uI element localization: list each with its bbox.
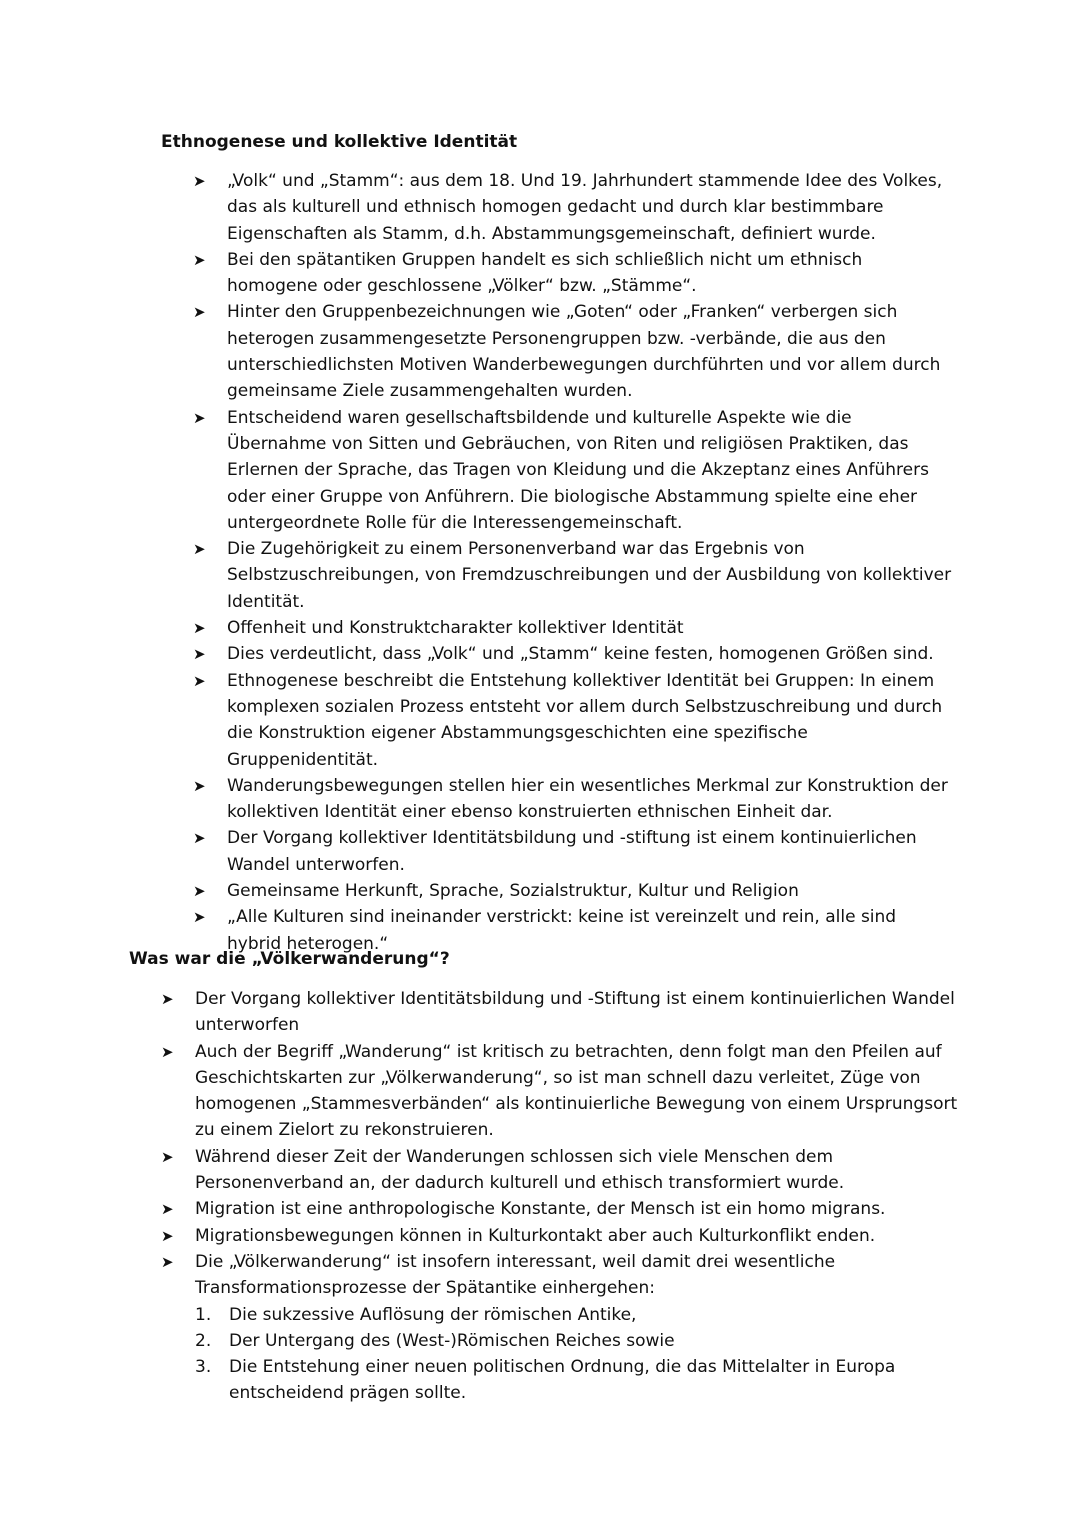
numbered-item [195,1302,961,1328]
list-item-text: Gemeinsame Herkunft, Sprache, Sozialstruktur, Kultur und Religion [227,881,799,902]
list-item-text: Der Vorgang kollektiver Identitätsbildung und -stiftung ist einem kontinuierlichen Wandel unterworfen. [227,828,917,875]
arrow-bullet-icon: ➤ [193,250,206,269]
arrow-bullet-icon: ➤ [193,882,206,901]
list-item-text: Migrationsbewegungen können in Kulturkontakt aber auch Kulturkonflikt enden. [195,1225,876,1246]
list-item-text: Entscheidend waren gesellschaftsbildende und kulturelle Aspekte wie die Übernahme von Sitten und Gebräuchen, von Riten und religiösen Praktiken, das Erlernen der Sprache, das Tragen von Kleidung und die Akzeptanz eines Anführers oder einer Gruppe von Anführern. Die biologische Abstammung spielte eine eher untergeordnete Rolle für die Interessengemeinschaft. [227,407,929,533]
list-item-text: Auch der Begriff „Wanderung“ ist kritisch zu betrachten, denn folgt man den Pfeilen auf Geschichtskarten zur „Völkerwanderung“, so ist man schnell dazu verleitet, Züge von homogenen „Stammesverbänden“ als kontinuierliche Bewegung von einem Ursprungsort zu einem Zielort zu rekonstruieren. [195,1041,958,1141]
list-item [193,825,953,878]
arrow-bullet-icon: ➤ [193,671,206,690]
numbered-item-text: Die Entstehung einer neuen politischen Ordnung, die das Mittelalter in Europa entscheidend prägen sollte. [229,1357,896,1404]
arrow-bullet-icon: ➤ [161,990,174,1008]
list-item [193,299,953,404]
list-item [161,1223,961,1249]
list-item-text: Dies verdeutlicht, dass „Volk“ und „Stamm“ keine festen, homogenen Größen sind. [227,644,934,665]
list-item-text: Bei den spätantiken Gruppen handelt es sich schließlich nicht um ethnisch homogene oder geschlossene „Völker“ bzw. „Stämme“. [227,249,863,297]
list-item-text: Migration ist eine anthropologische Konstante, der Mensch ist ein homo migrans. [195,1199,886,1220]
list-item [161,1249,961,1407]
list-item [161,986,961,1039]
arrow-bullet-icon: ➤ [193,303,206,322]
numbered-item-text: Der Untergang des (West-)Römischen Reiches sowie [229,1330,675,1351]
arrow-bullet-icon: ➤ [193,829,206,848]
arrow-bullet-icon: ➤ [193,908,206,927]
list-item-text: „Volk“ und „Stamm“: aus dem 18. Und 19. Jahrhundert stammende Idee des Volkes, das als kulturell und ethnisch homogen gedacht und durch klar bestimmbare Eigenschaften als Stamm, d.h. Abstammungsgemeinschaft, definiert wurde. [227,171,943,244]
list-item [161,1144,961,1197]
list-item [161,1196,961,1222]
list-item [161,1039,961,1144]
numbered-item-text: Die sukzessive Auflösung der römischen Antike, [229,1304,637,1325]
transformation-numbered-list [195,1302,961,1407]
arrow-bullet-icon: ➤ [161,1200,174,1219]
list-item [193,641,953,667]
item-number: 2. [195,1330,212,1351]
list-item [193,773,953,826]
arrow-bullet-icon: ➤ [161,1252,174,1271]
section-heading-voelkerwanderung: Was war die „Völkerwanderung“? [129,949,450,969]
arrow-bullet-icon: ➤ [161,1042,174,1061]
item-number: 1. [195,1304,212,1325]
list-item [193,405,953,536]
section-heading-ethnogenese: Ethnogenese und kollektive Identität [161,132,518,152]
numbered-item [195,1354,961,1407]
list-item-text: Ethnogenese beschreibt die Entstehung kollektiver Identität bei Gruppen: In einem komplexen sozialen Prozess entsteht vor allem durch Selbstzuschreibung und durch die Konstruktion eigener Abstammungsgeschichten eine spezifische Gruppenidentität. [227,670,943,770]
item-number: 3. [195,1357,212,1378]
list-item-text: Während dieser Zeit der Wanderungen schlossen sich viele Menschen dem Personenverband an, der dadurch kulturell und ethisch transformiert wurde. [195,1146,845,1194]
arrow-bullet-icon: ➤ [193,776,206,795]
list-item-text: Die Zugehörigkeit zu einem Personenverband war das Ergebnis von Selbstzuschreibungen, von Fremdzuschreibungen und der Ausbildung von kollektiver Identität. [227,539,952,612]
list-item [193,168,953,247]
list-item [193,878,953,904]
arrow-bullet-icon: ➤ [193,540,206,559]
ethnogenese-bullet-list [193,168,953,957]
arrow-bullet-icon: ➤ [193,408,206,427]
list-item [193,615,953,641]
list-item-text: Wanderungsbewegungen stellen hier ein wesentliches Merkmal zur Konstruktion der kollektiven Identität einer ebenso konstruierten ethnischen Einheit dar. [227,775,948,823]
list-item [193,668,953,773]
list-item [193,536,953,615]
list-item [193,247,953,300]
arrow-bullet-icon: ➤ [193,619,206,638]
list-item-text: „Alle Kulturen sind ineinander verstrickt: keine ist vereinzelt und rein, alle sind hybrid heterogen.“ [227,907,897,954]
arrow-bullet-icon: ➤ [193,172,206,190]
list-item-text: Offenheit und Konstruktcharakter kollektiver Identität [227,618,684,639]
list-item-text: Hinter den Gruppenbezeichnungen wie „Goten“ oder „Franken“ verbergen sich heterogen zusammengesetzte Personengruppen bzw. -verbände, die aus den unterschiedlichsten Motiven Wanderbewegungen durchführten und vor allem durch gemeinsame Ziele zusammengehalten wurden. [227,302,941,402]
list-item-text: Der Vorgang kollektiver Identitätsbildung und -Stiftung ist einem kontinuierlichen Wandel unterworfen [195,989,955,1036]
arrow-bullet-icon: ➤ [161,1226,174,1245]
numbered-item [195,1328,961,1354]
list-item-text: Die „Völkerwanderung“ ist insofern interessant, weil damit drei wesentliche Transformationsprozesse der Spätantike einhergehen: [195,1251,836,1299]
voelkerwanderung-bullet-list [161,986,961,1407]
arrow-bullet-icon: ➤ [161,1147,174,1166]
arrow-bullet-icon: ➤ [193,645,206,664]
